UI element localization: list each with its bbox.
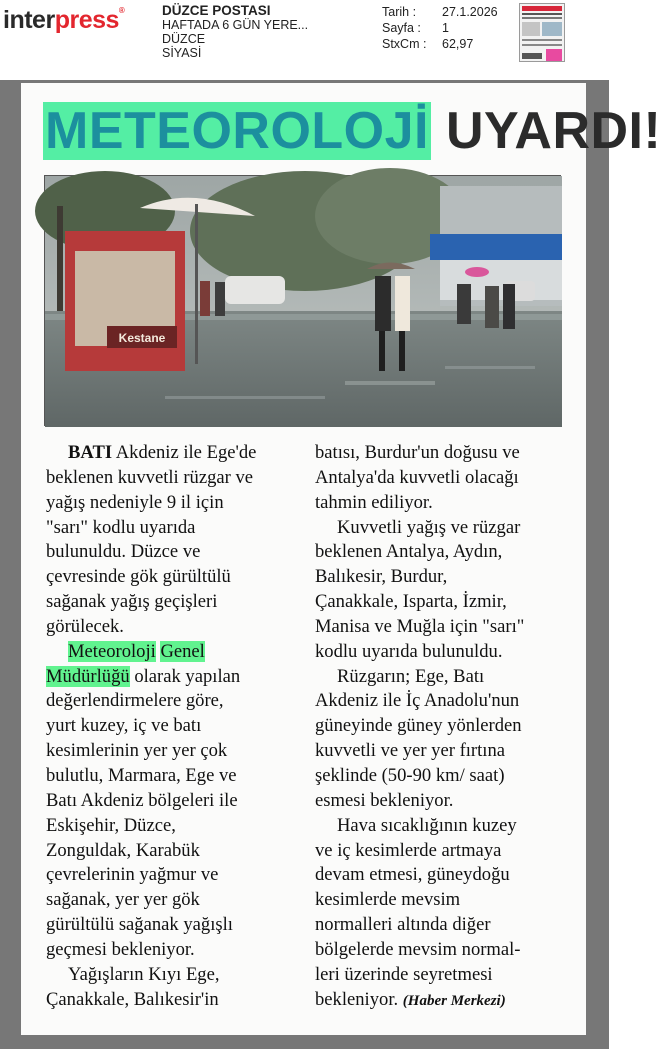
text-line: güneyinde güney yönlerden [315, 715, 522, 737]
meta-value: 1 [442, 21, 449, 35]
meta-key: Tarih : [382, 5, 417, 19]
text-line: Kuvvetli yağış ve rüzgar [337, 516, 521, 538]
text-line: ve iç kesimlerde artmaya [315, 839, 502, 861]
text-line: çevrelerinin yağmur ve [46, 864, 219, 886]
text-line: Müdürlüğü olarak yapılan [46, 665, 241, 687]
clipping-header [0, 0, 609, 80]
logo-part-inter: inter [3, 6, 55, 34]
text-line: değerlendirmelere göre, [46, 690, 224, 712]
text-line: yağış nedeniyle 9 il için [46, 491, 224, 513]
article-photo [44, 175, 561, 426]
text-line: Yağışların Kıyı Ege, [68, 963, 220, 985]
clipping-frame [0, 80, 661, 1049]
text-line: kesimlerde mevsim [315, 889, 461, 911]
clipping-metadata [382, 4, 512, 52]
article-body-left-column [46, 441, 302, 1012]
text-line: bölgelerde mevsim normal- [315, 938, 521, 960]
text-line: Hava sıcaklığının kuzey [337, 814, 517, 836]
logo-registered-mark: ® [118, 6, 125, 15]
headline-rest: UYARDI! [445, 102, 661, 160]
headline-highlighted-word: METEOROLOJİ [45, 102, 429, 160]
text-line: geçmesi bekleniyor. [46, 938, 195, 960]
text-line: görülecek. [46, 615, 124, 637]
meta-key: Sayfa : [382, 21, 421, 35]
text-line: bulutlu, Marmara, Ege ve [46, 764, 237, 786]
text-line: "sarı" kodlu uyarıda [46, 516, 196, 538]
article-clipping [21, 83, 661, 1035]
lead-word: BATI [68, 442, 113, 463]
meta-value: 27.1.2026 [442, 5, 498, 19]
text-line: tahmin ediliyor. [315, 491, 433, 513]
text-line: çevresinde gök gürültülü [46, 566, 231, 588]
meta-row-stxcm [382, 36, 512, 52]
text-line: normalleri altında diğer [315, 914, 491, 936]
publication-info [162, 4, 308, 60]
interpress-logo [3, 6, 124, 35]
text-line: Balıkesir, Burdur, [315, 566, 448, 588]
text-line: esmesi bekleniyor. [315, 789, 454, 811]
highlighted-term: Genel [160, 640, 205, 662]
text-line: Çanakkale, Balıkesir'in [46, 988, 219, 1010]
publication-name: DÜZCE POSTASI [162, 3, 271, 18]
article-headline [43, 101, 661, 161]
text-line: BATI Akdeniz ile Ege'de [68, 442, 257, 463]
text-line: bulunuldu. Düzce ve [46, 541, 201, 563]
text-line: leri üzerinde seyretmesi [315, 963, 493, 985]
article-body-right-column [315, 441, 571, 1012]
page-thumbnail[interactable] [519, 3, 565, 62]
text-line: Manisa ve Muğla için "sarı" [315, 615, 525, 637]
meta-value: 62,97 [442, 37, 474, 51]
meta-row-page [382, 20, 512, 36]
text-line: devam etmesi, güneydoğu [315, 864, 510, 886]
text-line: sağanak, yer yer gök [46, 889, 200, 911]
logo-part-press: press [54, 6, 119, 34]
meta-key: StxCm : [382, 37, 427, 51]
text-line: gürültülü sağanak yağışlı [46, 914, 233, 936]
highlighted-term: Müdürlüğü [46, 665, 130, 687]
text-line [46, 640, 302, 665]
highlighted-term: Meteoroloji [68, 640, 156, 662]
text-line: beklenen kuvvetli rüzgar ve [46, 466, 254, 488]
rainy-street-illustration [45, 176, 562, 427]
text-line: Antalya'da kuvvetli olacağı [315, 466, 519, 488]
text-line: Batı Akdeniz bölgeleri ile [46, 789, 238, 811]
text-line: kuvvetli ve yer yer fırtına [315, 740, 505, 762]
text-line: bekleniyor. (Haber Merkezi) [315, 988, 506, 1010]
text-line: sağanak yağış geçişleri [46, 591, 218, 613]
text-line: şeklinde (50-90 km/ saat) [315, 764, 505, 786]
text-line: kodlu uyarıda bulunuldu. [315, 640, 503, 662]
meta-row-date [382, 4, 512, 20]
text-line: kesimlerinin yer yer çok [46, 740, 228, 762]
text-line: beklenen Antalya, Aydın, [315, 541, 503, 563]
text-line: Eskişehir, Düzce, [46, 814, 176, 836]
text-line: Akdeniz ile İç Anadolu'nun [315, 690, 520, 712]
text-line: Zonguldak, Karabük [46, 839, 200, 861]
article-credit: (Haber Merkezi) [402, 992, 506, 1009]
publication-category: SİYASİ [162, 46, 202, 60]
text-line: batısı, Burdur'un doğusu ve [315, 442, 520, 463]
text-line: Çanakkale, Isparta, İzmir, [315, 591, 507, 613]
publication-frequency: HAFTADA 6 GÜN YERE... [162, 18, 309, 32]
kiosk-sign: Kestane [118, 331, 166, 345]
text-line: yurt kuzey, iç ve batı [46, 715, 202, 737]
publication-city: DÜZCE [162, 32, 206, 46]
text-line: Rüzgarın; Ege, Batı [337, 665, 485, 687]
